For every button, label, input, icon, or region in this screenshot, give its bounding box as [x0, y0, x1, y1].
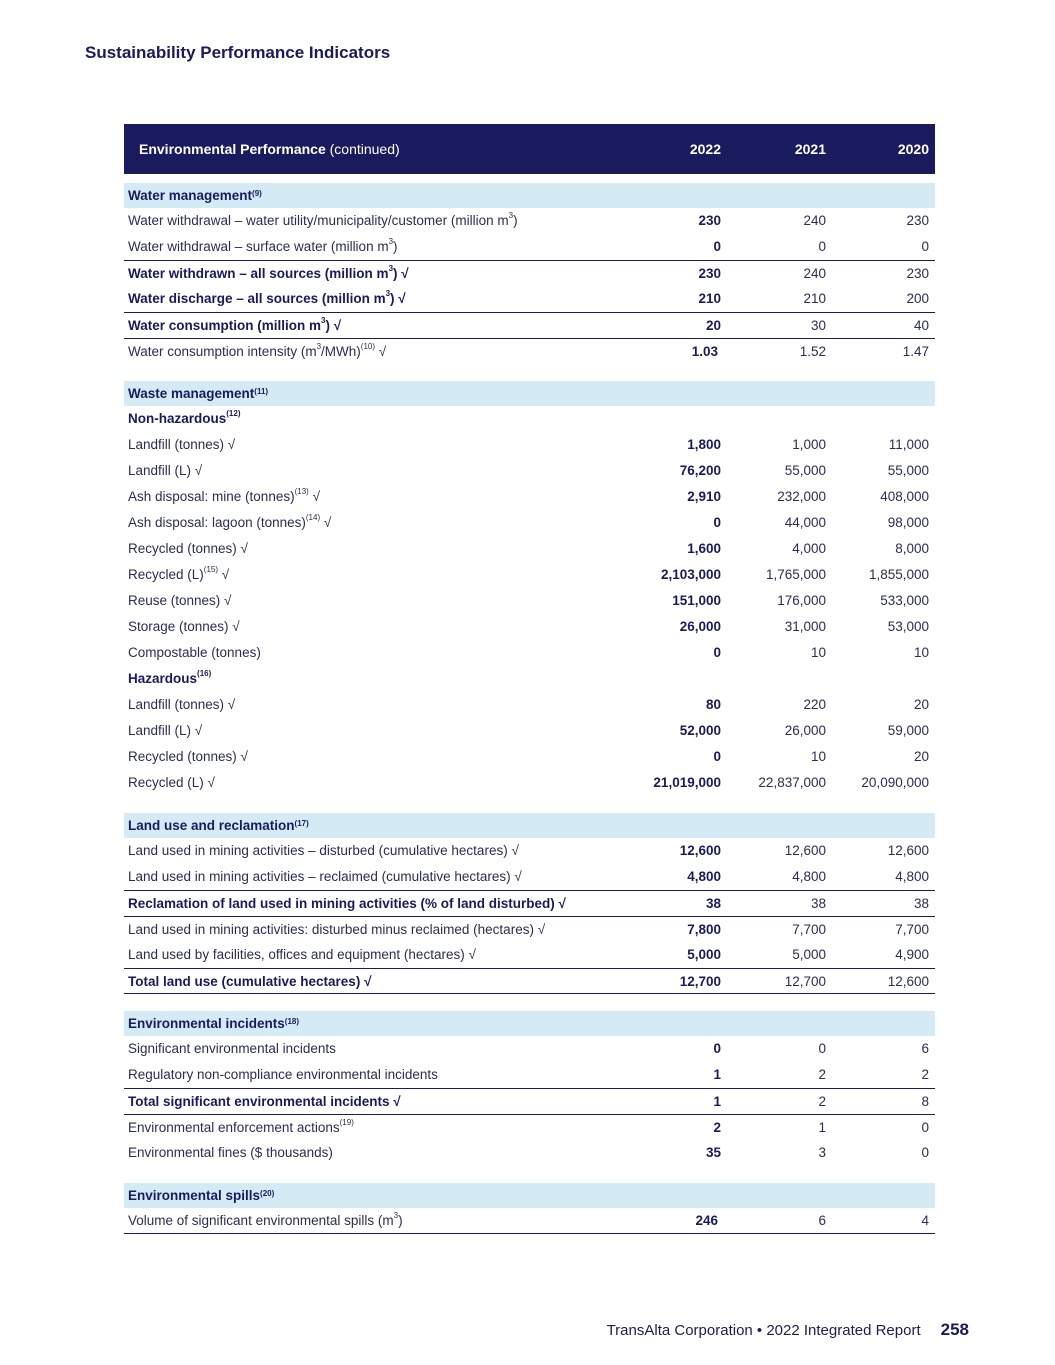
value-2021: 2	[818, 1067, 826, 1082]
value-2021: 7,700	[792, 921, 826, 937]
value-2020: 200	[906, 291, 929, 306]
value-2020: 38	[913, 895, 929, 911]
value-2022: 1.03	[691, 343, 718, 359]
value-2022: 0	[713, 515, 721, 530]
value-2021: 38	[810, 895, 826, 911]
table-row	[124, 536, 935, 562]
table-row	[124, 234, 935, 260]
table-row	[124, 1062, 935, 1088]
value-2020: 4,900	[895, 947, 929, 962]
row-label: Recycled (tonnes) √	[128, 541, 248, 556]
value-2021: 176,000	[777, 593, 826, 608]
page-number: 258	[940, 1320, 969, 1339]
value-2020: 20	[913, 749, 929, 764]
table-section	[124, 1183, 935, 1234]
row-label: Land used in mining activities – reclaimed (cumulative hectares) √	[128, 869, 522, 884]
footer-text: TransAlta Corporation • 2022 Integrated Report	[606, 1322, 921, 1339]
table-section	[124, 381, 935, 796]
row-label: Total significant environmental incidents √	[128, 1093, 401, 1109]
value-2022: 2,910	[687, 489, 721, 504]
table-row	[124, 1088, 935, 1114]
value-2021: 44,000	[784, 515, 826, 530]
value-2022: 76,200	[679, 463, 721, 478]
value-2022: 12,600	[679, 843, 721, 858]
row-label: Recycled $(L)^{(15)}$ √	[128, 565, 230, 582]
table-row	[124, 692, 935, 718]
value-2020: 40	[913, 317, 929, 333]
table-row	[124, 614, 935, 640]
value-2022: 246	[695, 1213, 718, 1228]
header-year-2020: 2020	[897, 141, 929, 157]
value-2021: 1,765,000	[765, 567, 826, 582]
row-label: Water withdrawal – water utility/municipality/customer (million $m^3$)	[128, 211, 518, 228]
value-2022: 5,000	[687, 947, 721, 962]
page-title: Sustainability Performance Indicators	[85, 43, 391, 62]
value-2020: 4,800	[895, 869, 929, 884]
section-heading: Environmental incidents $^{(18)}$	[124, 1011, 935, 1036]
value-2020: 0	[921, 239, 929, 254]
table-row	[124, 640, 935, 666]
row-label: Land used in mining activities: disturbed minus reclaimed (hectares) √	[128, 921, 546, 937]
table-row	[124, 916, 935, 942]
row-label: Storage (tonnes) √	[128, 619, 240, 634]
row-label: Water consumption intensity $(m^3/MWh)^{(10)}$ √	[128, 341, 387, 359]
value-2020: 11,000	[888, 437, 929, 452]
value-2022: 2	[713, 1119, 721, 1135]
value-2021: 6	[818, 1213, 826, 1228]
value-2022: 38	[705, 895, 721, 911]
table-row	[124, 562, 935, 588]
header-year-2022: 2022	[689, 141, 721, 157]
value-2020: 12,600	[887, 973, 929, 989]
row-label: Significant environmental incidents	[128, 1041, 336, 1056]
table-row	[124, 1208, 935, 1234]
table-row	[124, 890, 935, 916]
value-2020: 20	[913, 697, 929, 712]
table-row	[124, 260, 935, 286]
row-label: Reclamation of land used in mining activities (% of land disturbed) √	[128, 895, 566, 911]
section-heading: Land use and reclamation $^{(17)}$	[124, 813, 935, 838]
value-2022: 0	[713, 1041, 721, 1056]
value-2020: 55,000	[887, 463, 929, 478]
value-2022: 12,700	[679, 973, 721, 989]
row-label: Compostable (tonnes)	[128, 645, 261, 660]
row-label: Land used in mining activities – disturbed (cumulative hectares) √	[128, 843, 519, 858]
value-2020: 10	[913, 645, 929, 660]
value-2020: 0	[921, 1145, 929, 1160]
value-2022: 7,800	[687, 921, 721, 937]
section-heading: Waste management $^{(11)}$	[124, 381, 935, 406]
value-2022: 230	[698, 265, 721, 281]
value-2022: 1,600	[687, 541, 721, 556]
table-row	[124, 1140, 935, 1166]
value-2020: 8,000	[895, 541, 929, 556]
value-2020: 59,000	[887, 723, 929, 738]
section-heading: Environmental spills $^{(20)}$	[124, 1183, 935, 1208]
table-section	[124, 813, 935, 994]
environmental-performance-table	[124, 124, 935, 1251]
value-2021: 12,700	[784, 973, 826, 989]
value-2020: 53,000	[887, 619, 929, 634]
row-label: Water consumption (million $m^3$) √	[128, 315, 342, 333]
value-2022: 0	[713, 239, 721, 254]
value-2022: 80	[705, 697, 721, 712]
row-label: Land used by facilities, offices and equipment (hectares) √	[128, 947, 476, 962]
value-2021: 220	[803, 697, 826, 712]
value-2022: 0	[713, 645, 721, 660]
value-2020: 230	[906, 265, 929, 281]
table-row	[124, 718, 935, 744]
table-row	[124, 484, 935, 510]
value-2021: 3	[818, 1145, 826, 1160]
subsection-heading	[124, 406, 935, 432]
row-label: Total land use (cumulative hectares) √	[128, 973, 372, 989]
value-2022: 4,800	[687, 869, 721, 884]
value-2020: 0	[921, 1119, 929, 1135]
value-2021: 26,000	[784, 723, 826, 738]
table-row	[124, 968, 935, 994]
value-2020: 6	[921, 1041, 929, 1056]
page-footer	[607, 1320, 969, 1340]
table-header	[124, 124, 935, 174]
row-label: Recycled (L) √	[128, 775, 215, 790]
table-row	[124, 208, 935, 234]
value-2021: 1,000	[792, 437, 826, 452]
value-2021: 240	[803, 213, 826, 228]
value-2021: 2	[818, 1093, 826, 1109]
subsection-heading	[124, 666, 935, 692]
value-2021: 1	[818, 1119, 826, 1135]
value-2022: 20	[705, 317, 721, 333]
row-label: Reuse (tonnes) √	[128, 593, 232, 608]
value-2020: 8	[921, 1093, 929, 1109]
value-2020: 7,700	[895, 921, 929, 937]
value-2021: 1.52	[799, 343, 826, 359]
value-2021: 232,000	[777, 489, 826, 504]
value-2022: 26,000	[679, 619, 721, 634]
table-row	[124, 432, 935, 458]
value-2021: 0	[818, 239, 826, 254]
table-row	[124, 312, 935, 338]
table-row	[124, 286, 935, 312]
table-row	[124, 458, 935, 484]
value-2021: 0	[818, 1041, 826, 1056]
table-row	[124, 838, 935, 864]
row-label: Recycled (tonnes) √	[128, 749, 248, 764]
value-2022: 0	[713, 749, 721, 764]
value-2020: 230	[906, 213, 929, 228]
table-row	[124, 588, 935, 614]
row-label: Ash disposal: lagoon (tonnes)$^{(14)}$ √	[128, 513, 332, 530]
table-row	[124, 942, 935, 968]
value-2021: 12,600	[784, 843, 826, 858]
value-2021: 4,000	[792, 541, 826, 556]
row-label: Environmental enforcement actions$^{(19)}$	[128, 1117, 354, 1135]
value-2021: 10	[810, 645, 826, 660]
table-row	[124, 1114, 935, 1140]
value-2021: 4,800	[792, 869, 826, 884]
value-2021: 5,000	[792, 947, 826, 962]
row-label: Environmental fines ($ thousands)	[128, 1145, 333, 1160]
value-2020: 533,000	[880, 593, 929, 608]
row-label: Landfill (L) √	[128, 463, 203, 478]
value-2021: 55,000	[784, 463, 826, 478]
value-2021: 240	[803, 265, 826, 281]
row-label: Ash disposal: mine (tonnes)$^{(13)}$ √	[128, 487, 320, 504]
value-2021: 30	[810, 317, 826, 333]
row-label: Landfill (tonnes) √	[128, 437, 236, 452]
table-section	[124, 183, 935, 364]
row-label: Water discharge – all sources (million $m^3$) √	[128, 289, 406, 306]
value-2022: 1,800	[687, 437, 721, 452]
value-2020: 98,000	[887, 515, 929, 530]
table-row	[124, 338, 935, 364]
value-2022: 1	[713, 1067, 721, 1082]
row-label: Landfill (L) √	[128, 723, 203, 738]
value-2022: 52,000	[679, 723, 721, 738]
value-2020: 4	[921, 1213, 929, 1228]
table-row	[124, 864, 935, 890]
header-year-2021: 2021	[794, 141, 826, 157]
value-2022: 230	[698, 213, 721, 228]
row-label: Water withdrawn – all sources (million $m^3$) √	[128, 263, 409, 281]
value-2022: 21,019,000	[653, 775, 721, 790]
value-2021: 10	[810, 749, 826, 764]
value-2022: 1	[713, 1093, 721, 1109]
value-2021: 210	[803, 291, 826, 306]
table-row	[124, 1036, 935, 1062]
row-label: Landfill (tonnes) √	[128, 697, 236, 712]
value-2022: 151,000	[672, 593, 721, 608]
value-2021: 22,837,000	[758, 775, 826, 790]
row-label: Non-hazardous$^{(12)}$	[128, 409, 241, 426]
value-2020: 1,855,000	[868, 567, 929, 582]
row-label: Water withdrawal – surface water (million $m^3$)	[128, 237, 398, 254]
value-2022: 35	[705, 1145, 721, 1160]
table-row	[124, 510, 935, 536]
value-2020: 408,000	[880, 489, 929, 504]
value-2021: 31,000	[784, 619, 826, 634]
table-row	[124, 770, 935, 796]
table-row	[124, 744, 935, 770]
section-heading: Water management $^{(9)}$	[124, 183, 935, 208]
value-2022: 210	[698, 291, 721, 306]
value-2020: 20,090,000	[861, 775, 929, 790]
row-label: Hazardous$^{(16)}$	[128, 669, 212, 686]
table-section	[124, 1011, 935, 1166]
header-label: Environmental Performance (continued)	[139, 141, 400, 157]
value-2022: 2,103,000	[660, 567, 721, 582]
value-2020: 2	[921, 1067, 929, 1082]
value-2020: 12,600	[887, 843, 929, 858]
value-2020: 1.47	[902, 343, 929, 359]
row-label: Volume of significant environmental spills $(m^3)$	[128, 1211, 403, 1228]
row-label: Regulatory non-compliance environmental incidents	[128, 1067, 438, 1082]
